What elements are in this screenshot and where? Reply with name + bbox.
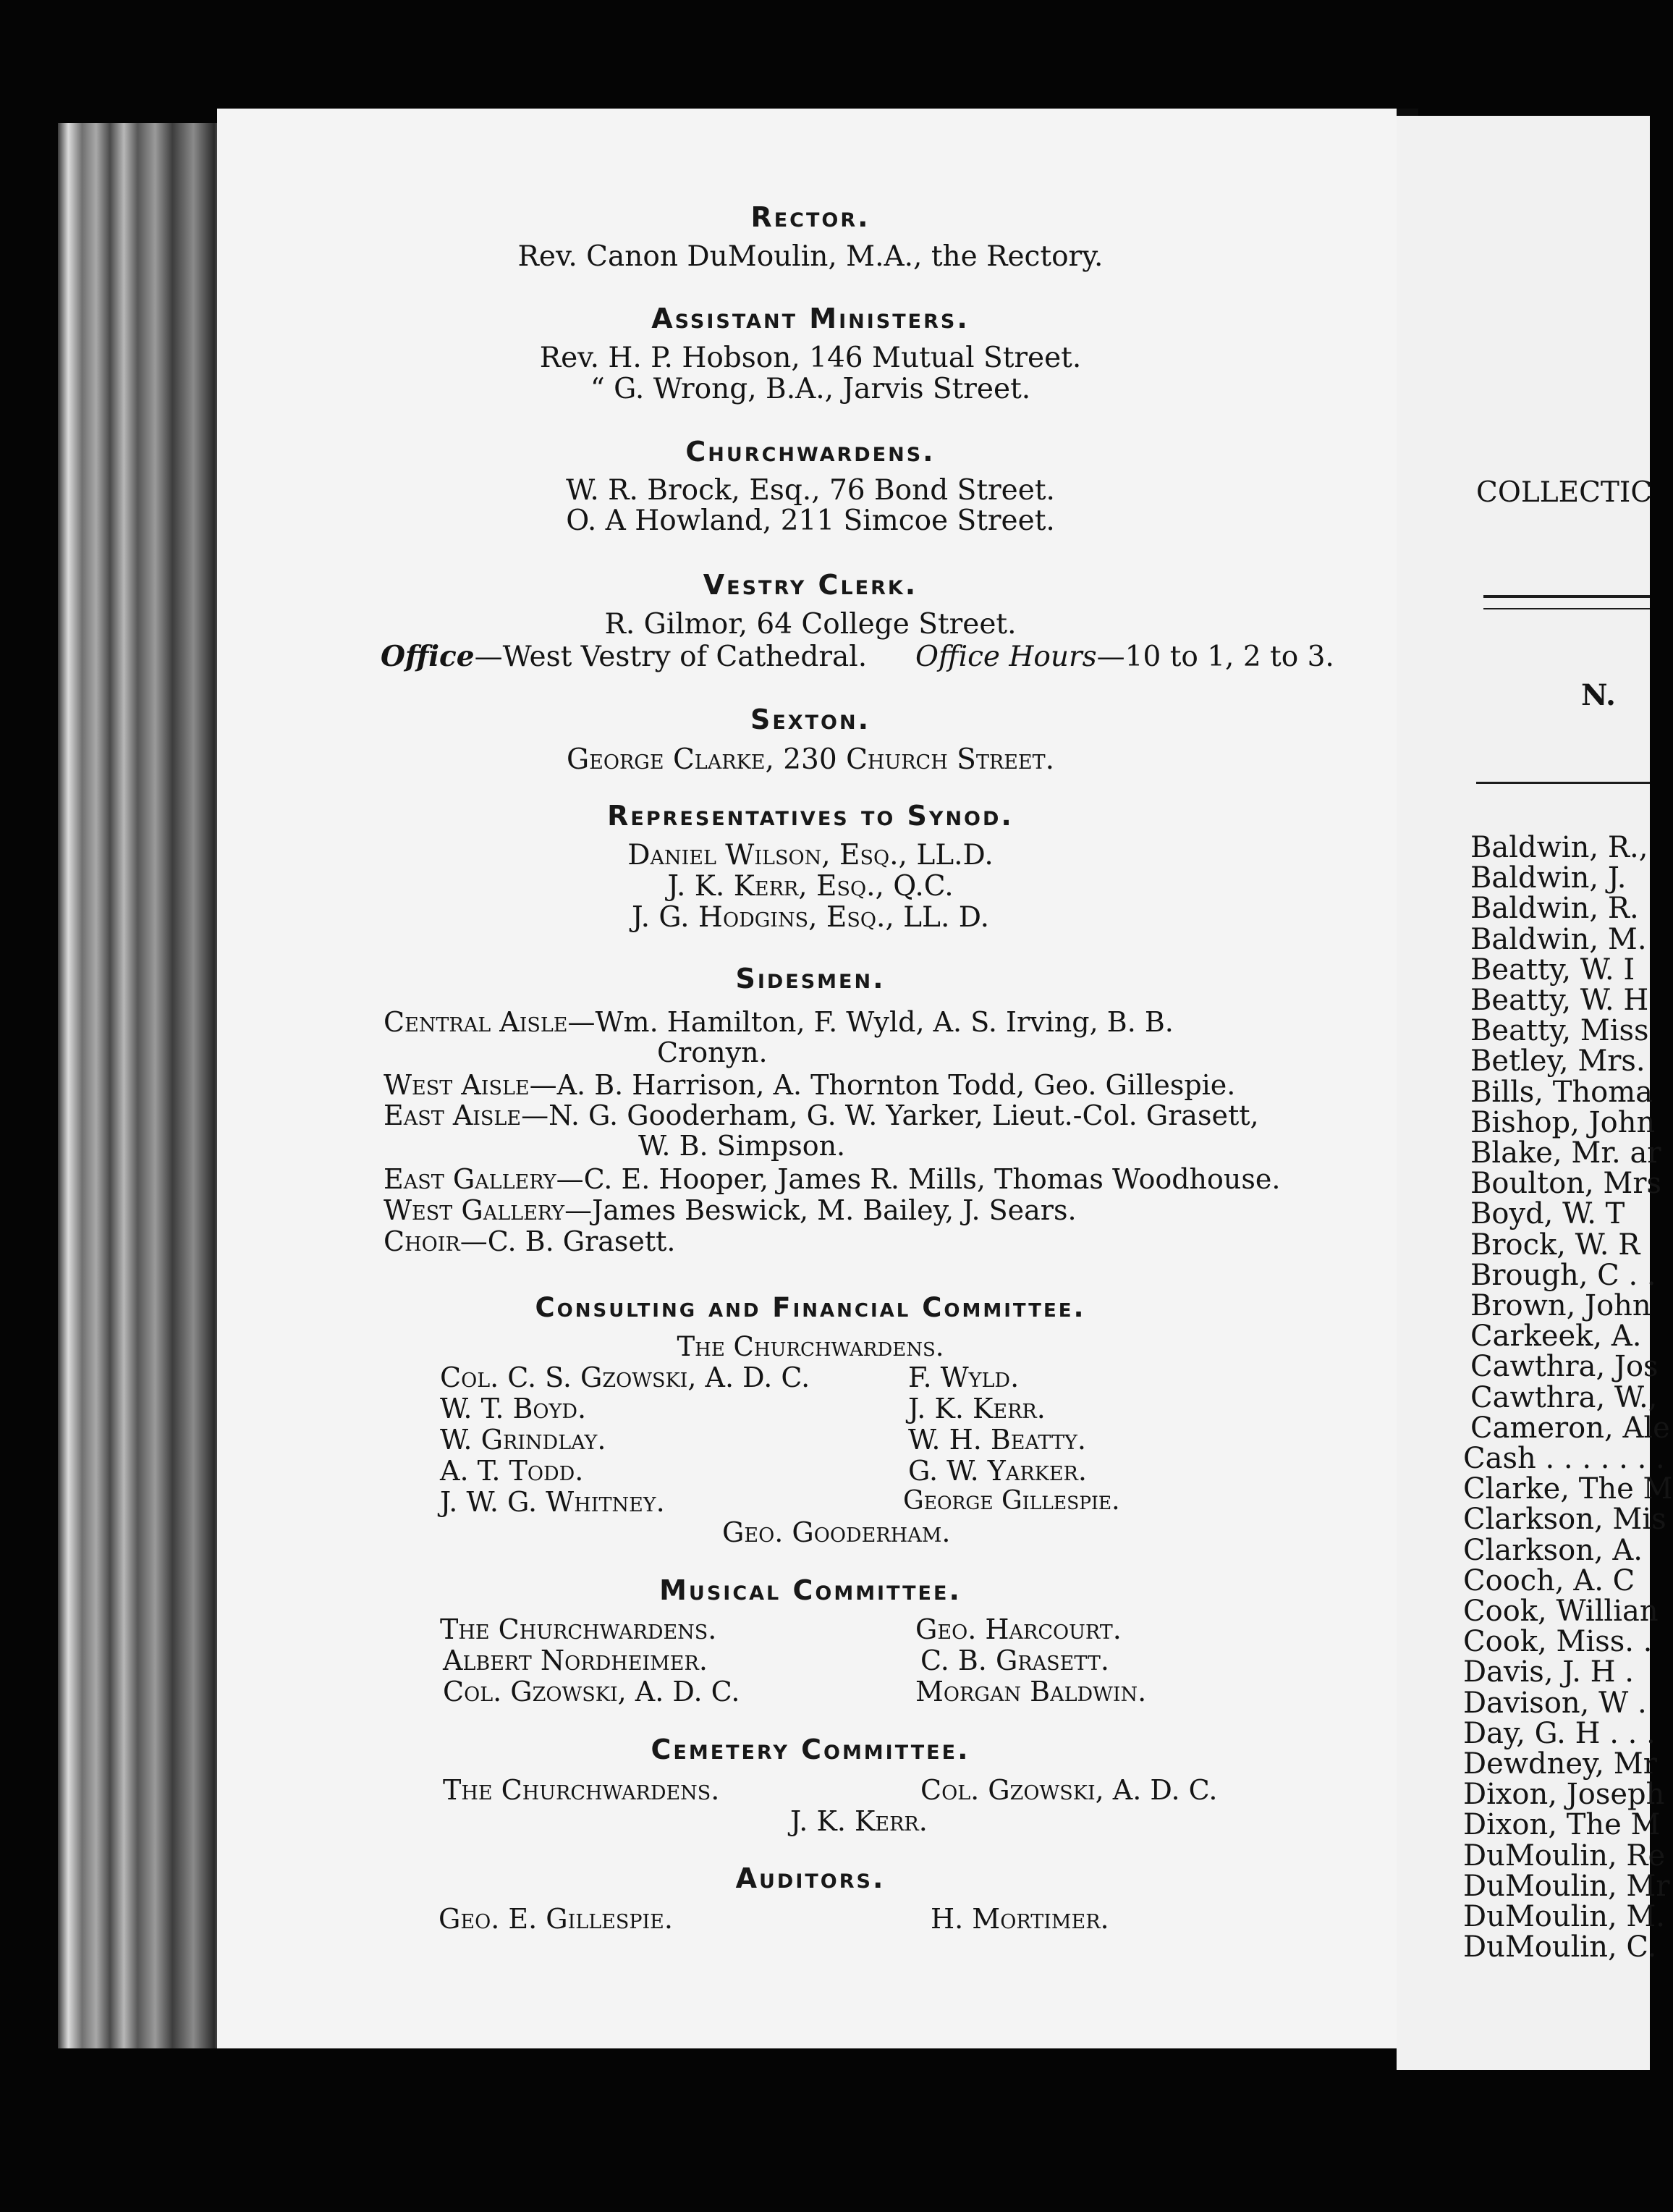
sexton-heading: Sexton. [750,704,871,735]
consulting-member-right: F. Wyld. [908,1362,1020,1393]
assistant-minister-line: Rev. H. P. Hobson, 146 Mutual Street. [539,342,1082,374]
book-page-edges [58,123,232,2048]
choir-text: —C. B. Grasett. [459,1225,676,1257]
name-entry: Baldwin, J. [1470,861,1627,895]
name-entry: Beatty, W. H [1470,984,1649,1017]
name-entry: Baldwin, R. [1470,892,1639,926]
name-entry: Cameron, Ale [1470,1411,1670,1445]
auditor-right: H. Mortimer. [931,1903,1109,1935]
musical-member-right: Geo. Harcourt. [915,1613,1122,1645]
name-entry: Clarkson, Mis [1463,1503,1666,1537]
name-entry: Dixon, Joseph [1463,1778,1665,1812]
name-entry: Beatty, W. I [1470,953,1635,987]
musical-member-left: Col. Gzowski, A. D. C. [443,1676,740,1707]
name-entry: DuMoulin, C. [1463,1930,1657,1964]
cemetery-committee-heading: Cemetery Committee. [651,1734,970,1765]
office-hours-text: —10 to 1, 2 to 3. [1096,641,1334,673]
sidesmen-heading: Sidesmen. [735,963,886,995]
consulting-member-last: Geo. Gooderham. [722,1516,951,1548]
top-rule-thin [1483,608,1650,609]
name-entry: DuMoulin, Re [1463,1839,1666,1873]
sidesmen-east-gallery [384,1165,1280,1193]
name-entry: Day, G. H . . . [1463,1716,1656,1750]
rector-heading: Rector. [750,201,871,233]
west-aisle-label: West Aisle [384,1069,530,1101]
choir-label: Choir [384,1225,460,1257]
name-entry: Carkeek, A. [1470,1320,1642,1354]
east-gallery-text: —C. E. Hooper, James R. Mills, Thomas Woodhouse. [556,1163,1281,1195]
musical-member-left: Albert Nordheimer. [443,1645,708,1676]
cemetery-member-last: J. K. Kerr. [790,1805,928,1837]
name-entry: Baldwin, M. [1470,922,1647,956]
name-entry: Beatty, Miss [1470,1014,1649,1048]
name-entry: DuMoulin, M. [1463,1900,1666,1933]
vestry-office-line [381,640,868,673]
name-entry: Brock, W. R [1470,1228,1640,1262]
vestry-clerk-heading: Vestry Clerk. [703,569,918,601]
central-aisle-cont: Cronyn. [657,1037,768,1068]
consulting-committee-heading: Consulting and Financial Committee. [535,1292,1086,1323]
central-aisle-label: Central Aisle [384,1006,568,1038]
name-entry: Dixon, The M [1463,1808,1661,1842]
central-aisle-text: —Wm. Hamilton, F. Wyld, A. S. Irving, B. B. [567,1006,1174,1038]
consulting-member-right: G. W. Yarker. [908,1455,1087,1487]
churchwarden-line: O. A Howland, 211 Simcoe Street. [566,505,1055,537]
name-entry: Bills, Thoma [1470,1075,1653,1109]
auditor-left: Geo. E. Gillespie. [439,1903,673,1935]
representative-line: Daniel Wilson, Esq., LL.D. [627,839,994,871]
cemetery-member-left: The Churchwardens. [443,1774,720,1806]
office-label: Office [381,640,475,673]
vestry-clerk-line: R. Gilmor, 64 College Street. [604,608,1017,641]
auditors-heading: Auditors. [735,1862,886,1894]
name-entry: Boulton, Mrs [1470,1167,1661,1201]
name-entry: Bishop, John [1470,1105,1656,1139]
churchwarden-line: W. R. Brock, Esq., 76 Bond Street. [566,474,1055,507]
representative-line: J. G. Hodgins, Esq., LL. D. [631,901,990,934]
name-entry: Brown, John [1470,1289,1651,1322]
name-entry: Cooch, A. C [1463,1563,1635,1597]
name-entry: Boyd, W. T [1470,1197,1625,1231]
east-gallery-label: East Gallery [384,1163,556,1195]
name-entry: Blake, Mr. ar [1470,1136,1661,1170]
name-entry: Davison, W . [1463,1686,1647,1720]
consulting-member-left: W. T. Boyd. [440,1393,587,1424]
consulting-member-left: A. T. Todd. [440,1455,584,1487]
rector-line: Rev. Canon DuMoulin, M.A., the Rectory. [517,240,1104,273]
representatives-heading: Representatives to Synod. [607,800,1014,832]
name-entry: Dewdney, Mr [1463,1747,1657,1781]
east-aisle-label: East Aisle [384,1099,522,1131]
name-entry: Cook, Miss. . [1463,1625,1653,1659]
sidesmen-west-aisle [384,1071,1235,1099]
musical-member-right: Morgan Baldwin. [915,1676,1147,1707]
sidesmen-west-gallery [384,1196,1077,1224]
name-entry: Baldwin, R., [1470,831,1648,864]
sexton-line: George Clarke, 230 Church Street. [566,743,1055,776]
west-aisle-text: —A. B. Harrison, A. Thornton Todd, Geo. Gillespie. [529,1069,1236,1101]
name-entry: Davis, J. H . [1463,1655,1634,1689]
musical-committee-heading: Musical Committee. [659,1574,962,1606]
name-entry: Betley, Mrs. [1470,1044,1646,1078]
sidesmen-central-aisle [384,1008,1174,1036]
name-entry: Clarke, The M [1463,1472,1673,1506]
assistant-minister-line: “ G. Wrong, B.A., Jarvis Street. [590,373,1031,405]
cemetery-member-right: Col. Gzowski, A. D. C. [920,1774,1218,1806]
name-entry: Cawthra, W., [1470,1380,1658,1414]
office-hours-line [915,643,1334,671]
consulting-member-left: J. W. G. Whitney. [440,1486,665,1518]
top-rule [1483,595,1650,598]
name-entry: Cawthra, Jos [1470,1350,1659,1384]
name-entry: Brough, C . . [1470,1258,1656,1292]
consulting-member-right: W. H. Beatty. [908,1424,1086,1456]
office-hours-label: Office Hours [915,641,1097,673]
name-entry: Clarkson, A. [1463,1533,1643,1567]
east-aisle-cont: W. B. Simpson. [638,1130,846,1162]
right-page-title: COLLECTIC [1476,476,1653,509]
name-entry: Cash . . . . . . . [1463,1442,1665,1475]
consulting-member-right: George Gillespie. [903,1486,1120,1516]
name-entry: DuMoulin, Mr [1463,1869,1670,1903]
sidesmen-choir [384,1225,676,1257]
consulting-member-left: W. Grindlay. [440,1424,606,1456]
consulting-member-right: J. K. Kerr. [908,1393,1046,1424]
west-gallery-label: West Gallery [384,1194,565,1226]
representative-line: J. K. Kerr, Esq., Q.C. [667,870,954,903]
musical-member-right: C. B. Grasett. [920,1645,1109,1676]
consulting-sub: The Churchwardens. [677,1331,944,1362]
column-heading: N. [1581,678,1616,712]
column-rule [1476,782,1650,784]
churchwardens-heading: Churchwardens. [685,436,936,468]
office-text: —West Vestry of Cathedral. [474,641,868,673]
sidesmen-east-aisle [384,1099,1259,1131]
west-gallery-text: —James Beswick, M. Bailey, J. Sears. [564,1194,1077,1226]
name-entry: Cook, Willian [1463,1595,1659,1628]
consulting-member-left: Col. C. S. Gzowski, A. D. C. [440,1362,810,1393]
east-aisle-text: —N. G. Gooderham, G. W. Yarker, Lieut.-Col. Grasett, [521,1099,1259,1131]
assistant-ministers-heading: Assistant Ministers. [651,303,970,334]
musical-member-left: The Churchwardens. [440,1613,717,1645]
